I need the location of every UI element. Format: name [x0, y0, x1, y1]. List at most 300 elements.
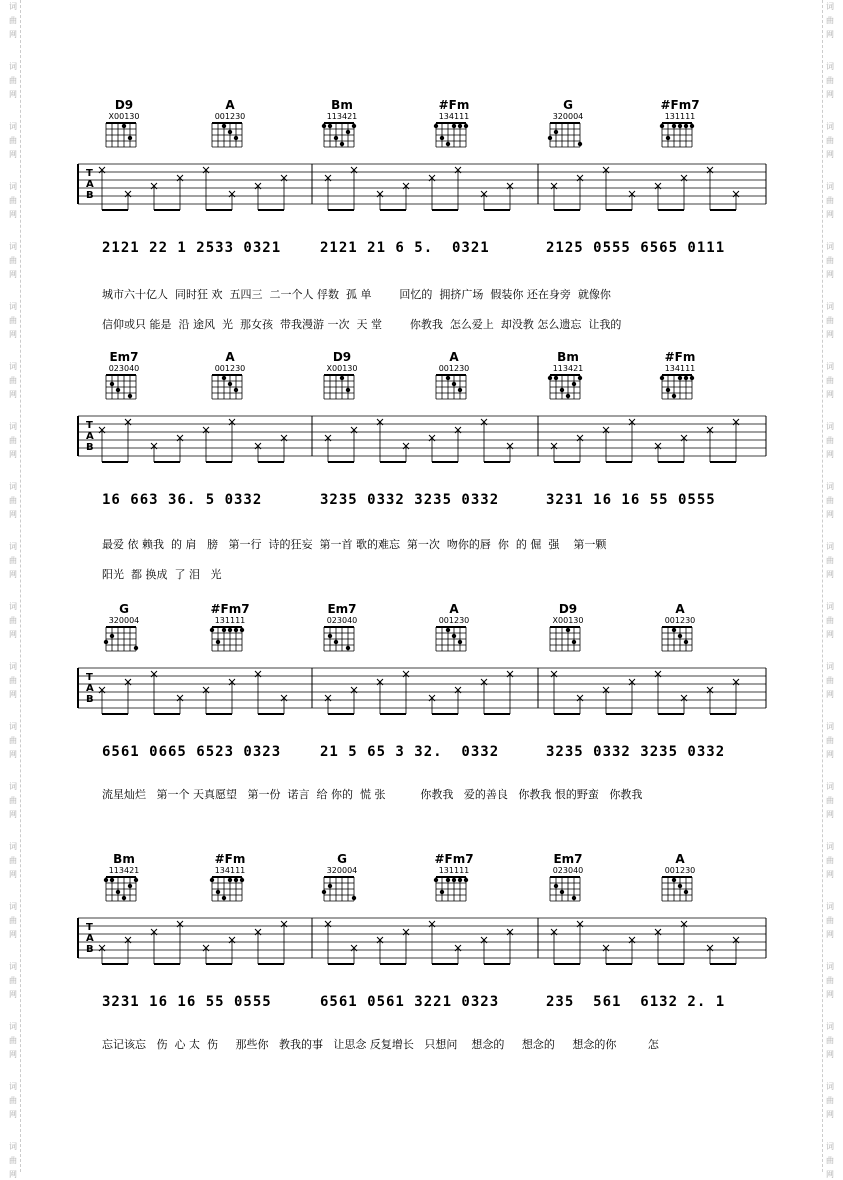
finger-dot: [222, 124, 226, 128]
finger-dot: [110, 878, 114, 882]
chord-grid: [208, 875, 252, 909]
finger-dot: [228, 130, 232, 134]
finger-dot: [458, 388, 462, 392]
finger-dot: [110, 634, 114, 638]
finger-dot: [222, 376, 226, 380]
watermark-glyph: 词: [9, 122, 17, 131]
finger-dot: [554, 376, 558, 380]
finger-dot: [660, 124, 664, 128]
finger-dot: [458, 124, 462, 128]
chord-fingering: 320004: [108, 616, 140, 625]
chord-name: Bm: [557, 350, 579, 364]
chord-diagram: [546, 852, 606, 909]
watermark-glyph: 曲: [826, 676, 834, 685]
chord-fingering: 001230: [214, 112, 246, 121]
finger-dot: [464, 124, 468, 128]
watermark-glyph: 网: [826, 510, 834, 519]
finger-dot: [578, 142, 582, 146]
chord-fingering: 131111: [438, 866, 470, 875]
chord-grid: [208, 625, 252, 659]
chord-fingering: 001230: [664, 616, 696, 625]
finger-dot: [434, 878, 438, 882]
watermark-glyph: 词: [826, 62, 834, 71]
watermark-glyph: 网: [9, 210, 17, 219]
chord-fingering: 113421: [552, 364, 584, 373]
finger-dot: [222, 628, 226, 632]
finger-dot: [340, 142, 344, 146]
chord-name: #Fm: [214, 852, 246, 866]
svg-text:T: T: [86, 168, 93, 179]
chord-grid: [208, 121, 252, 155]
finger-dot: [684, 890, 688, 894]
finger-dot: [134, 646, 138, 650]
chord-name: #Fm7: [660, 98, 700, 112]
tab-staff: [78, 664, 768, 720]
chord-grid: [102, 373, 146, 407]
finger-dot: [104, 878, 108, 882]
finger-dot: [560, 890, 564, 894]
chord-grid: [320, 121, 364, 155]
watermark-glyph: 网: [9, 810, 17, 819]
chord-fingering: 023040: [552, 866, 584, 875]
finger-dot: [446, 142, 450, 146]
chord-grid: [658, 625, 702, 659]
watermark-glyph: 词: [826, 722, 834, 731]
watermark-glyph: 曲: [826, 616, 834, 625]
watermark-glyph: 网: [9, 570, 17, 579]
finger-dot: [572, 382, 576, 386]
numbered-notation: 6561 0665 6523 0323: [102, 744, 282, 760]
svg-text:B: B: [86, 694, 94, 705]
finger-dot: [690, 376, 694, 380]
finger-dot: [340, 376, 344, 380]
watermark-glyph: 词: [826, 782, 834, 791]
svg-text:A: A: [86, 431, 94, 442]
watermark-glyph: 曲: [826, 316, 834, 325]
finger-dot: [578, 376, 582, 380]
chord-grid: [432, 875, 476, 909]
finger-dot: [452, 634, 456, 638]
finger-dot: [566, 394, 570, 398]
chord-grid: [546, 875, 590, 909]
numbered-notation: 21 5 65 3 32. 0332: [320, 744, 500, 760]
watermark-glyph: 网: [826, 90, 834, 99]
finger-dot: [440, 890, 444, 894]
finger-dot: [346, 388, 350, 392]
watermark-glyph: 词: [9, 902, 17, 911]
watermark-glyph: 曲: [9, 1036, 17, 1045]
watermark-glyph: 网: [826, 570, 834, 579]
finger-dot: [116, 388, 120, 392]
chord-name: G: [563, 98, 573, 112]
watermark-glyph: 词: [9, 842, 17, 851]
chord-fingering: 134111: [664, 364, 696, 373]
watermark-glyph: 词: [826, 482, 834, 491]
chord-name: D9: [558, 602, 578, 616]
finger-dot: [122, 896, 126, 900]
watermark-glyph: 网: [9, 30, 17, 39]
watermark-glyph: 曲: [9, 796, 17, 805]
finger-dot: [334, 136, 338, 140]
finger-dot: [210, 878, 214, 882]
lyric-line: 城市六十亿人 同时狂 欢 五四三 二一个人 俘数 孤 单 回忆的 拥挤广场 假装你 还在身旁 就像你: [102, 288, 611, 301]
finger-dot: [234, 136, 238, 140]
chord-fingering: 113421: [326, 112, 358, 121]
watermark-glyph: 词: [826, 422, 834, 431]
finger-dot: [446, 628, 450, 632]
watermark-glyph: 曲: [826, 856, 834, 865]
numbered-notation: 3231 16 16 55 0555: [546, 492, 716, 508]
watermark-glyph: 网: [9, 870, 17, 879]
finger-dot: [554, 884, 558, 888]
watermark-glyph: 曲: [9, 916, 17, 925]
finger-dot: [228, 628, 232, 632]
finger-dot: [234, 388, 238, 392]
watermark-glyph: 网: [826, 210, 834, 219]
chord-diagram: [102, 602, 162, 659]
chord-fingering: 023040: [326, 616, 358, 625]
chord-diagram: [102, 98, 162, 155]
chord-name: #Fm7: [210, 602, 250, 616]
watermark-glyph: 词: [826, 902, 834, 911]
chord-diagram: [208, 852, 268, 909]
numbered-notation: 235 561 6132 2. 1: [546, 994, 726, 1010]
chord-grid: [546, 625, 590, 659]
watermark-glyph: 曲: [9, 976, 17, 985]
watermark-glyph: 网: [826, 30, 834, 39]
watermark-glyph: 网: [9, 990, 17, 999]
finger-dot: [554, 130, 558, 134]
finger-dot: [566, 628, 570, 632]
watermark-glyph: 曲: [826, 76, 834, 85]
watermark-glyph: 网: [826, 630, 834, 639]
lyric-line: 忘记该忘 伤 心 太 伤 那些你 教我的事 让思念 反复增长 只想问 想念的 想念的 想念的你 怎: [102, 1038, 659, 1051]
finger-dot: [548, 376, 552, 380]
svg-text:T: T: [86, 922, 93, 933]
finger-dot: [240, 628, 244, 632]
watermark-glyph: 曲: [9, 496, 17, 505]
chord-grid: [432, 121, 476, 155]
watermark-glyph: 词: [9, 242, 17, 251]
watermark-glyph: 词: [826, 182, 834, 191]
watermark-glyph: 曲: [826, 736, 834, 745]
watermark-glyph: 网: [826, 930, 834, 939]
finger-dot: [684, 376, 688, 380]
numbered-notation: 2125 0555 6565 0111: [546, 240, 726, 256]
svg-text:A: A: [86, 933, 94, 944]
watermark-glyph: 曲: [826, 16, 834, 25]
chord-diagram: [432, 350, 492, 407]
watermark-glyph: 网: [826, 1170, 834, 1179]
watermark-glyph: 曲: [9, 856, 17, 865]
watermark-glyph: 网: [9, 1050, 17, 1059]
watermark-glyph: 词: [826, 962, 834, 971]
watermark-glyph: 曲: [9, 736, 17, 745]
finger-dot: [234, 878, 238, 882]
chord-fingering: 134111: [214, 866, 246, 875]
chord-name: A: [675, 852, 685, 866]
finger-dot: [334, 640, 338, 644]
svg-text:T: T: [86, 420, 93, 431]
watermark-glyph: 曲: [826, 436, 834, 445]
chord-grid: [320, 373, 364, 407]
finger-dot: [678, 376, 682, 380]
watermark-glyph: 曲: [9, 196, 17, 205]
chord-name: Bm: [331, 98, 353, 112]
chord-name: A: [449, 350, 459, 364]
watermark-glyph: 曲: [826, 916, 834, 925]
chord-name: A: [449, 602, 459, 616]
watermark-glyph: 曲: [826, 1036, 834, 1045]
chord-fingering: 001230: [438, 364, 470, 373]
watermark-glyph: 词: [826, 1142, 834, 1151]
watermark-glyph: 词: [9, 482, 17, 491]
watermark-glyph: 网: [826, 750, 834, 759]
finger-dot: [128, 394, 132, 398]
chord-diagram: [208, 98, 268, 155]
watermark-glyph: 网: [826, 270, 834, 279]
watermark-glyph: 网: [826, 990, 834, 999]
finger-dot: [228, 878, 232, 882]
finger-dot: [346, 130, 350, 134]
watermark-glyph: 网: [9, 150, 17, 159]
chord-fingering: 001230: [214, 364, 246, 373]
chord-diagram: [432, 852, 492, 909]
chord-diagram: [546, 602, 606, 659]
finger-dot: [352, 124, 356, 128]
watermark-glyph: 词: [9, 62, 17, 71]
chord-name: Bm: [113, 852, 135, 866]
finger-dot: [458, 640, 462, 644]
chord-name: G: [337, 852, 347, 866]
chord-name: Em7: [109, 350, 139, 364]
chord-grid: [320, 875, 364, 909]
finger-dot: [216, 640, 220, 644]
finger-dot: [690, 124, 694, 128]
watermark-glyph: 词: [826, 602, 834, 611]
finger-dot: [660, 376, 664, 380]
finger-dot: [222, 896, 226, 900]
lyric-line: 最爱 依 赖我 的 肩 膀 第一行 诗的狂妄 第一首 歌的难忘 第一次 吻你的唇 你 的 倔 强 第一颗: [102, 538, 607, 551]
watermark-glyph: 词: [9, 962, 17, 971]
chord-name: D9: [114, 98, 134, 112]
chord-diagram: [432, 602, 492, 659]
watermark-glyph: 曲: [9, 316, 17, 325]
watermark-glyph: 词: [9, 2, 17, 11]
finger-dot: [684, 124, 688, 128]
chord-name: #Fm: [664, 350, 696, 364]
finger-dot: [452, 382, 456, 386]
watermark-glyph: 词: [9, 722, 17, 731]
watermark-glyph: 词: [9, 422, 17, 431]
finger-dot: [328, 634, 332, 638]
finger-dot: [666, 136, 670, 140]
finger-dot: [128, 884, 132, 888]
finger-dot: [572, 640, 576, 644]
finger-dot: [446, 878, 450, 882]
watermark-glyph: 词: [826, 2, 834, 11]
finger-dot: [666, 388, 670, 392]
watermark-glyph: 曲: [9, 76, 17, 85]
chord-grid: [102, 875, 146, 909]
finger-dot: [346, 646, 350, 650]
finger-dot: [104, 640, 108, 644]
chord-name: D9: [332, 350, 352, 364]
watermark-glyph: 词: [9, 302, 17, 311]
chord-fingering: 023040: [108, 364, 140, 373]
watermark-glyph: 网: [9, 690, 17, 699]
watermark-glyph: 词: [826, 302, 834, 311]
watermark-glyph: 曲: [9, 1156, 17, 1165]
chord-fingering: 131111: [664, 112, 696, 121]
watermark-glyph: 网: [9, 390, 17, 399]
finger-dot: [122, 124, 126, 128]
chord-diagram: [546, 98, 606, 155]
watermark-glyph: 网: [826, 810, 834, 819]
watermark-glyph: 网: [826, 330, 834, 339]
watermark-glyph: 曲: [826, 376, 834, 385]
chord-name: #Fm7: [434, 852, 474, 866]
watermark-glyph: 曲: [9, 676, 17, 685]
finger-dot: [440, 136, 444, 140]
watermark-glyph: 网: [9, 450, 17, 459]
finger-dot: [446, 376, 450, 380]
chord-grid: [208, 373, 252, 407]
chord-fingering: 320004: [326, 866, 358, 875]
chord-diagram: [208, 350, 268, 407]
watermark-glyph: 词: [826, 122, 834, 131]
chord-fingering: 134111: [438, 112, 470, 121]
finger-dot: [234, 628, 238, 632]
watermark-glyph: 词: [826, 662, 834, 671]
watermark-glyph: 词: [826, 1022, 834, 1031]
chord-fingering: 113421: [108, 866, 140, 875]
finger-dot: [672, 628, 676, 632]
chord-fingering: 001230: [438, 616, 470, 625]
chord-diagram: [658, 602, 718, 659]
watermark-glyph: 词: [9, 1142, 17, 1151]
finger-dot: [240, 878, 244, 882]
finger-dot: [134, 878, 138, 882]
chord-diagram: [432, 98, 492, 155]
watermark-glyph: 词: [9, 542, 17, 551]
finger-dot: [216, 890, 220, 894]
watermark-glyph: 曲: [826, 496, 834, 505]
watermark-glyph: 词: [9, 1082, 17, 1091]
chord-diagram: [658, 98, 718, 155]
chord-fingering: 320004: [552, 112, 584, 121]
watermark-glyph: 网: [826, 450, 834, 459]
left-watermark-column: [6, 0, 21, 1179]
finger-dot: [678, 634, 682, 638]
watermark-glyph: 网: [9, 90, 17, 99]
lyric-line: 阳光 都 换成 了 泪 光: [102, 568, 222, 581]
chord-diagram: [102, 350, 162, 407]
watermark-glyph: 曲: [9, 616, 17, 625]
lyric-line: 信仰或只 能是 沿 途风 光 那女孩 带我漫游 一次 天 堂 你教我 怎么爱上 却没教 怎么遗忘 让我的: [102, 318, 622, 331]
watermark-glyph: 词: [9, 782, 17, 791]
watermark-glyph: 网: [826, 150, 834, 159]
chord-diagram: [320, 98, 380, 155]
watermark-glyph: 网: [826, 1050, 834, 1059]
watermark-glyph: 词: [9, 662, 17, 671]
chord-name: A: [225, 98, 235, 112]
finger-dot: [322, 890, 326, 894]
watermark-glyph: 网: [9, 270, 17, 279]
watermark-glyph: 网: [826, 1110, 834, 1119]
watermark-glyph: 词: [826, 242, 834, 251]
svg-text:A: A: [86, 683, 94, 694]
watermark-glyph: 网: [826, 690, 834, 699]
finger-dot: [548, 136, 552, 140]
chord-grid: [102, 625, 146, 659]
finger-dot: [464, 878, 468, 882]
chord-grid: [658, 121, 702, 155]
chord-grid: [432, 373, 476, 407]
watermark-glyph: 词: [9, 182, 17, 191]
chord-fingering: 001230: [664, 866, 696, 875]
watermark-glyph: 曲: [9, 556, 17, 565]
watermark-glyph: 词: [9, 362, 17, 371]
finger-dot: [560, 388, 564, 392]
numbered-notation: 16 663 36. 5 0332: [102, 492, 263, 508]
watermark-glyph: 词: [826, 362, 834, 371]
tab-staff: [78, 160, 768, 216]
chord-diagram: [208, 602, 268, 659]
finger-dot: [228, 382, 232, 386]
chord-diagram: [658, 350, 718, 407]
watermark-glyph: 曲: [9, 136, 17, 145]
chord-grid: [432, 625, 476, 659]
finger-dot: [128, 136, 132, 140]
chord-name: A: [675, 602, 685, 616]
watermark-glyph: 曲: [826, 976, 834, 985]
chord-grid: [102, 121, 146, 155]
chord-grid: [320, 625, 364, 659]
finger-dot: [678, 884, 682, 888]
lyric-line: 流星灿烂 第一个 天真愿望 第一份 诺言 给 你的 慌 张 你教我 爱的善良 你教我 恨的野蛮 你教我: [102, 788, 643, 801]
numbered-notation: 3235 0332 3235 0332: [546, 744, 726, 760]
watermark-glyph: 曲: [826, 196, 834, 205]
chord-fingering: X00130: [552, 616, 584, 625]
finger-dot: [572, 896, 576, 900]
watermark-glyph: 网: [9, 330, 17, 339]
chord-diagram: [320, 602, 380, 659]
numbered-notation: 3235 0332 3235 0332: [320, 492, 500, 508]
watermark-glyph: 词: [826, 842, 834, 851]
finger-dot: [672, 878, 676, 882]
watermark-glyph: 网: [9, 930, 17, 939]
finger-dot: [678, 124, 682, 128]
tab-staff: [78, 914, 768, 970]
finger-dot: [110, 382, 114, 386]
chord-name: #Fm: [438, 98, 470, 112]
finger-dot: [672, 394, 676, 398]
watermark-glyph: 词: [9, 1022, 17, 1031]
svg-text:T: T: [86, 672, 93, 683]
chord-fingering: X00130: [326, 364, 358, 373]
chord-grid: [546, 121, 590, 155]
finger-dot: [452, 124, 456, 128]
watermark-glyph: 网: [9, 510, 17, 519]
numbered-notation: 6561 0561 3221 0323: [320, 994, 500, 1010]
finger-dot: [672, 124, 676, 128]
svg-text:B: B: [86, 442, 94, 453]
finger-dot: [352, 896, 356, 900]
watermark-glyph: 曲: [9, 1096, 17, 1105]
finger-dot: [328, 884, 332, 888]
finger-dot: [458, 878, 462, 882]
